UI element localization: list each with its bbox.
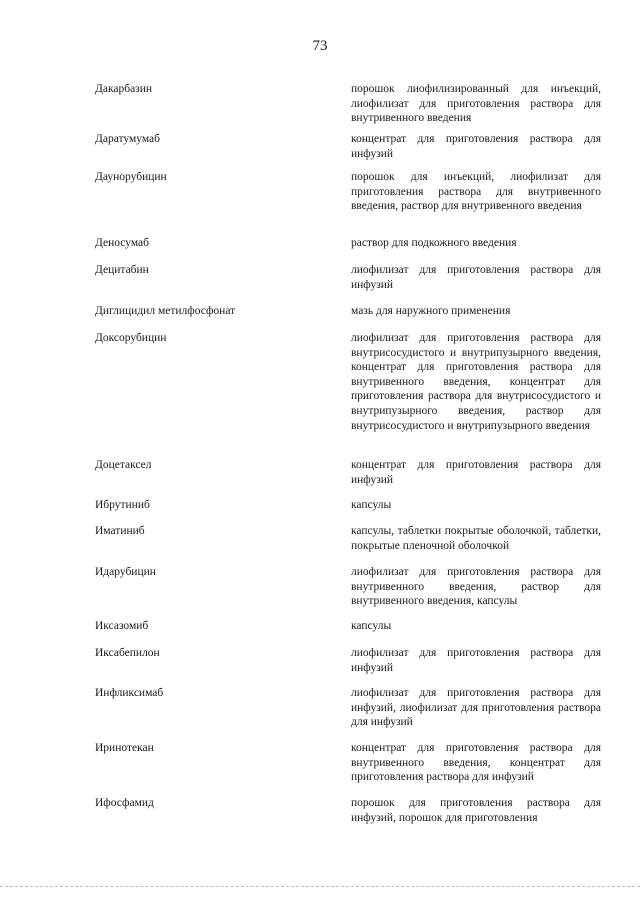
drug-name: Децитабин <box>95 264 149 276</box>
drug-name: Диглицидил метилфосфонат <box>95 305 236 317</box>
dosage-form: концентрат для приготовления раствора для инфузий <box>351 459 601 486</box>
drug-name: Инфликсимаб <box>95 687 164 699</box>
drug-name: Ибрутиниб <box>95 499 150 511</box>
drug-name: Иксазомиб <box>95 620 149 632</box>
drug-name: Иринотекан <box>95 742 154 754</box>
dosage-form: концентрат для приготовления раствора для инфузий <box>351 133 601 160</box>
dosage-form: лиофилизат для приготовления раствора для инфузий <box>351 647 601 674</box>
drug-name: Даратумумаб <box>95 133 161 145</box>
drug-name: Ифосфамид <box>95 797 154 809</box>
dosage-form: порошок для инъекций, лиофилизат для приготовления раствора для внутривенного введения, раствор для внутривенного введения <box>351 171 601 213</box>
dosage-form: лиофилизат для приготовления раствора для инфузий <box>351 264 601 291</box>
drug-name: Доцетаксел <box>95 459 152 471</box>
drug-name: Деносумаб <box>95 237 149 249</box>
dosage-form: лиофилизат для приготовления раствора для внутрисосудистого и внутрипузырного введения, концентрат для приготовления раствора для внутривенного введения, концентрат для приготовления раствора для внутрисосудистого и внутрипузырного введения, раствор для внутрисосудистого и внутрипузырного введения <box>351 332 601 432</box>
drug-name: Даунорубицин <box>95 171 167 183</box>
dosage-form: порошок для приготовления раствора для инфузий, порошок для приготовления <box>351 797 601 824</box>
drug-name: Доксорубицин <box>95 332 167 344</box>
drug-name: Иматиниб <box>95 525 145 537</box>
drug-name: Идарубицин <box>95 566 156 578</box>
page-number: 73 <box>312 38 328 54</box>
dosage-form: капсулы, таблетки покрытые оболочкой, таблетки, покрытые пленочной оболочкой <box>351 525 601 552</box>
scan-edge-divider <box>0 886 640 888</box>
dosage-form: капсулы <box>351 620 392 632</box>
dosage-form: лиофилизат для приготовления раствора для внутривенного введения, раствор для внутривенного введения, капсулы <box>351 566 601 608</box>
drug-name: Дакарбазин <box>95 83 153 95</box>
dosage-form: мазь для наружного применения <box>351 305 511 317</box>
dosage-form: капсулы <box>351 499 392 511</box>
dosage-form: концентрат для приготовления раствора для внутривенного введения, концентрат для приготовления раствора для инфузий <box>351 742 601 784</box>
dosage-form: порошок лиофилизированный для инъекций, лиофилизат для приготовления раствора для внутривенного введения <box>351 83 601 125</box>
dosage-form: раствор для подкожного введения <box>351 237 517 249</box>
dosage-form: лиофилизат для приготовления раствора для инфузий, лиофилизат для приготовления раствора для инфузий <box>351 687 601 729</box>
drug-name: Иксабепилон <box>95 647 160 659</box>
